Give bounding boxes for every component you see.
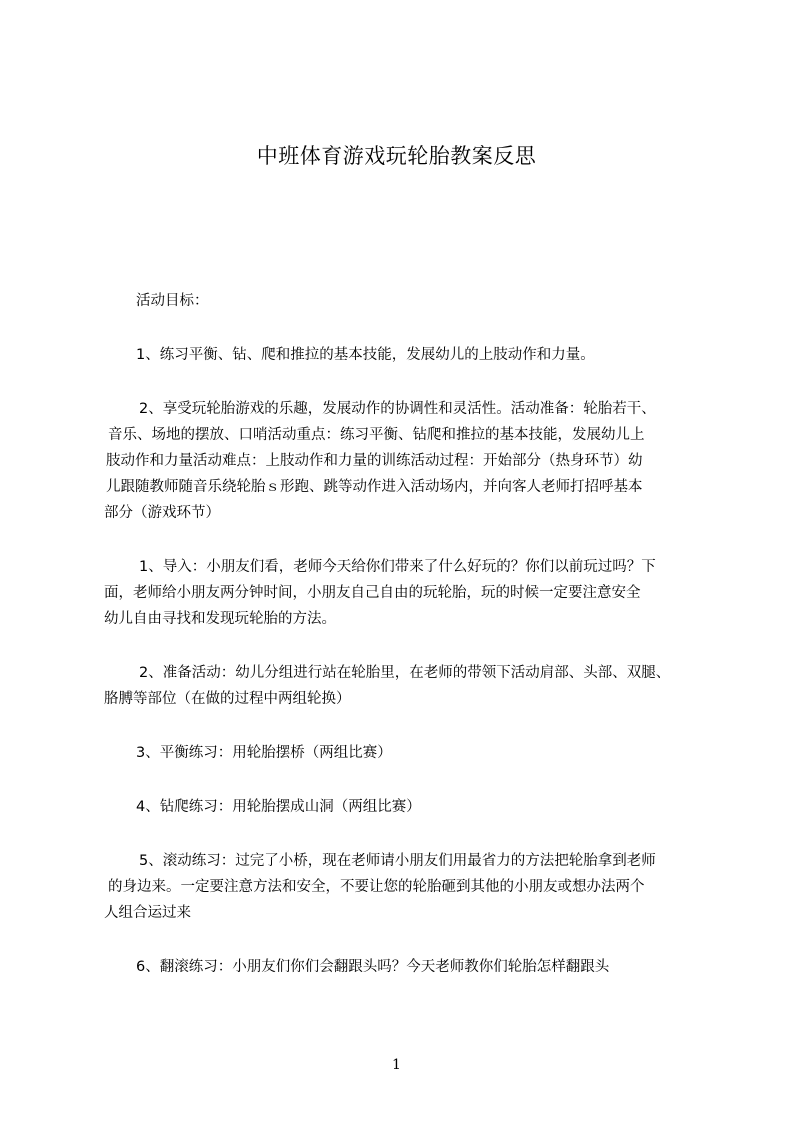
page-number: 1 — [392, 1057, 401, 1073]
step-3-paragraph — [136, 740, 392, 766]
step-4-text: 4、钻爬练习：用轮胎摆成山洞（两组比赛） — [136, 799, 421, 815]
goal-2-line-1: 2、享受玩轮胎游戏的乐趣，发展动作的协调性和灵活性。活动准备：轮胎若干、 — [139, 401, 656, 417]
step-1-line-3: 幼儿自由寻找和发现玩轮胎的方法。 — [104, 611, 336, 627]
step-1-line-1: 1、导入：小朋友们看，老师今天给你们带来了什么好玩的？你们以前玩过吗？下 — [139, 559, 656, 575]
document-title: 中班体育游戏玩轮胎教案反思 — [256, 144, 537, 168]
goal-2-paragraph — [0, 396, 656, 526]
goal-2-line-4: 儿跟随教师随音乐绕轮胎ｓ形跑、跳等动作进入活动场内，并向客人老师打招呼基本 — [106, 479, 643, 495]
step-3-text: 3、平衡练习：用轮胎摆桥（两组比赛） — [136, 745, 392, 761]
step-6-paragraph — [136, 954, 609, 980]
step-4-paragraph — [136, 794, 421, 820]
step-5-line-1: 5、滚动练习：过完了小桥，现在老师请小朋友们用最省力的方法把轮胎拿到老师 — [139, 853, 656, 869]
step-5-paragraph — [0, 848, 656, 926]
step-2-line-2: 胳膊等部位（在做的过程中两组轮换） — [104, 691, 351, 707]
step-2-paragraph — [0, 660, 670, 712]
goal-2-line-2: 音乐、场地的摆放、口哨活动重点：练习平衡、钻爬和推拉的基本技能，发展幼儿上 — [108, 427, 645, 443]
goals-heading-text: 活动目标： — [136, 293, 209, 309]
step-1-paragraph — [0, 554, 656, 632]
step-6-text: 6、翻滚练习：小朋友们你们会翻跟头吗？今天老师教你们轮胎怎样翻跟头 — [136, 959, 610, 975]
goals-heading — [136, 288, 209, 314]
step-5-line-3: 人组合运过来 — [104, 905, 191, 921]
step-2-line-1: 2、准备活动：幼儿分组进行站在轮胎里，在老师的带领下活动肩部、头部、双腿、 — [139, 665, 671, 681]
step-5-line-2: 的身边来。一定要注意方法和安全，不要让您的轮胎砸到其他的小朋友或想办法两个 — [108, 879, 645, 895]
goal-2-line-5: 部分（游戏环节） — [104, 505, 220, 521]
goal-1-paragraph — [136, 342, 595, 368]
goal-2-line-3: 肢动作和力量活动难点：上肢动作和力量的训练活动过程：开始部分（热身环节）幼 — [106, 453, 643, 469]
goal-1-text: 1、练习平衡、钻、爬和推拉的基本技能，发展幼儿的上肢动作和力量。 — [136, 347, 595, 363]
step-1-line-2: 面，老师给小朋友两分钟时间，小朋友自己自由的玩轮胎，玩的时候一定要注意安全 — [104, 585, 641, 601]
